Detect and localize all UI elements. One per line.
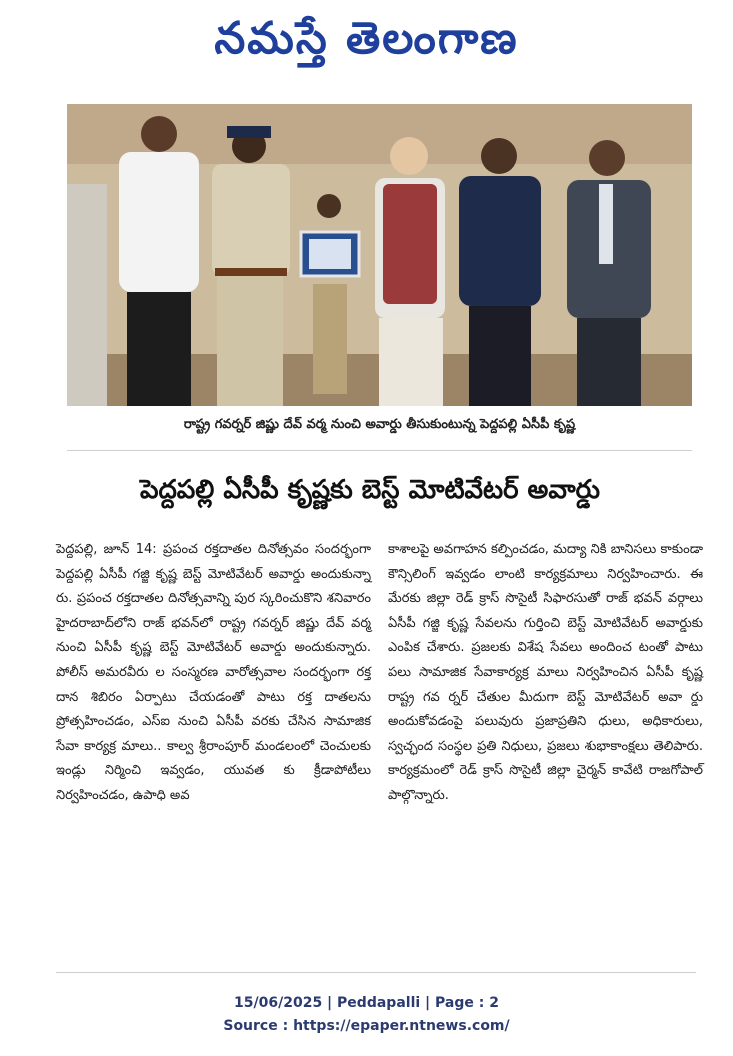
footer-source-link[interactable]: Source : https://epaper.ntnews.com/ bbox=[223, 1018, 510, 1034]
person-white-shirt bbox=[119, 116, 199, 406]
masthead-title: నమస్తే తెలంగాణ bbox=[214, 13, 519, 64]
news-photo bbox=[67, 104, 692, 406]
article-body-left: పెద్దపల్లి, జూన్ 14: ప్రపంచ రక్తదాతల దినోత్సవం సందర్భంగా పెద్దపల్లి ఏసీపీ గజ్జి కృష్ణ బెస్ట్ మోటివేటర్ అవార్డు అందుకున్నా రు. ప్రపంచ రక్తదాతల దినోత్సవాన్ని పుర స్కరించుకొని శనివారం హైదరాబాద్‌లోని రాజ్ భవన్‌లో రాష్ట్ర గవర్నర్ జిష్ణు దేవ్ వర్మ నుంచి ఏసీపీ కృష్ణ బెస్ట్ మోటివేటర్ అవార్డు అందుకున్నారు. పోలీస్ అమరవీరు ల సంస్మరణ వారోత్సవాల సందర్భంగా రక్త దాన శిబిరం ఏర్పాటు చేయడంతో పాటు రక్త దాతలను ప్రోత్సహించడం, ఎస్ఐ నుంచి ఏసీపీ వరకు చేసిన సామాజిక సేవా కార్యక్ర మాలు.. కాల్వ శ్రీరాంపూర్ మండలంలో చెంచులకు ఇండ్లు నిర్మించి ఇవ్వడం, యువత కు క్రీడాపోటీలు నిర్వహించడం, ఉపాధి అవ bbox=[56, 542, 371, 803]
award-frame bbox=[301, 232, 359, 276]
photo-caption: రాష్ట్ర గవర్నర్ జిష్ణు దేవ్ వర్మ నుంచి అవార్డు తీసుకుంటున్న పెద్దపల్లి ఏసీపీ కృష్ణ bbox=[183, 417, 576, 432]
person-police-officer bbox=[212, 126, 290, 406]
article-headline: పెద్దపల్లి ఏసీపీ కృష్ణకు బెస్ట్ మోటివేటర్ అవార్డు bbox=[139, 475, 601, 505]
footer-dateline: 15/06/2025 | Peddapalli | Page : 2 bbox=[234, 995, 499, 1011]
masthead bbox=[0, 8, 733, 80]
article-column-right bbox=[388, 538, 703, 809]
article-column-left bbox=[56, 538, 371, 809]
person-navy-suit bbox=[459, 138, 541, 406]
article-body-right: కాశాలపై అవగాహన కల్పించడం, మద్యా నికి బానిసలు కాకుండా కౌన్సిలింగ్ ఇవ్వడం లాంటి కార్యక్రమాలు నిర్వహించారు. ఈ మేరకు జిల్లా రెడ్ క్రాస్ సొసైటీ సిఫారసుతో రాజ్ భవన్ వర్గాలు ఏసీపీ గజ్జి కృష్ణ సేవలను గుర్తించి బెస్ట్ మోటివేటర్ అవార్డుకు ఎంపిక చేశారు. ప్రజలకు విశేష సేవలు అందించ టంతో పాటు పలు సామాజిక సేవాకార్యక్ర మాలు నిర్వహించిన ఏసీపీ కృష్ణ రాష్ట్ర గవ ర్నర్ చేతుల మీదుగా బెస్ట్ మోటివేటర్ అవా ర్డు అందుకోవడంపై పలువురు ప్రజాప్రతిని ధులు, అధికారులు, స్వచ్ఛంద సంస్థల ప్రతి నిధులు, ప్రజలు శుభాకాంక్షలు తెలిపారు. కార్యక్రమంలో రెడ్ క్రాస్ సొసైటీ జిల్లా చైర్మన్ కావేటి రాజగోపాల్ పాల్గొన్నారు. bbox=[388, 542, 703, 803]
caption-divider bbox=[67, 450, 692, 451]
footer-divider bbox=[56, 972, 696, 973]
